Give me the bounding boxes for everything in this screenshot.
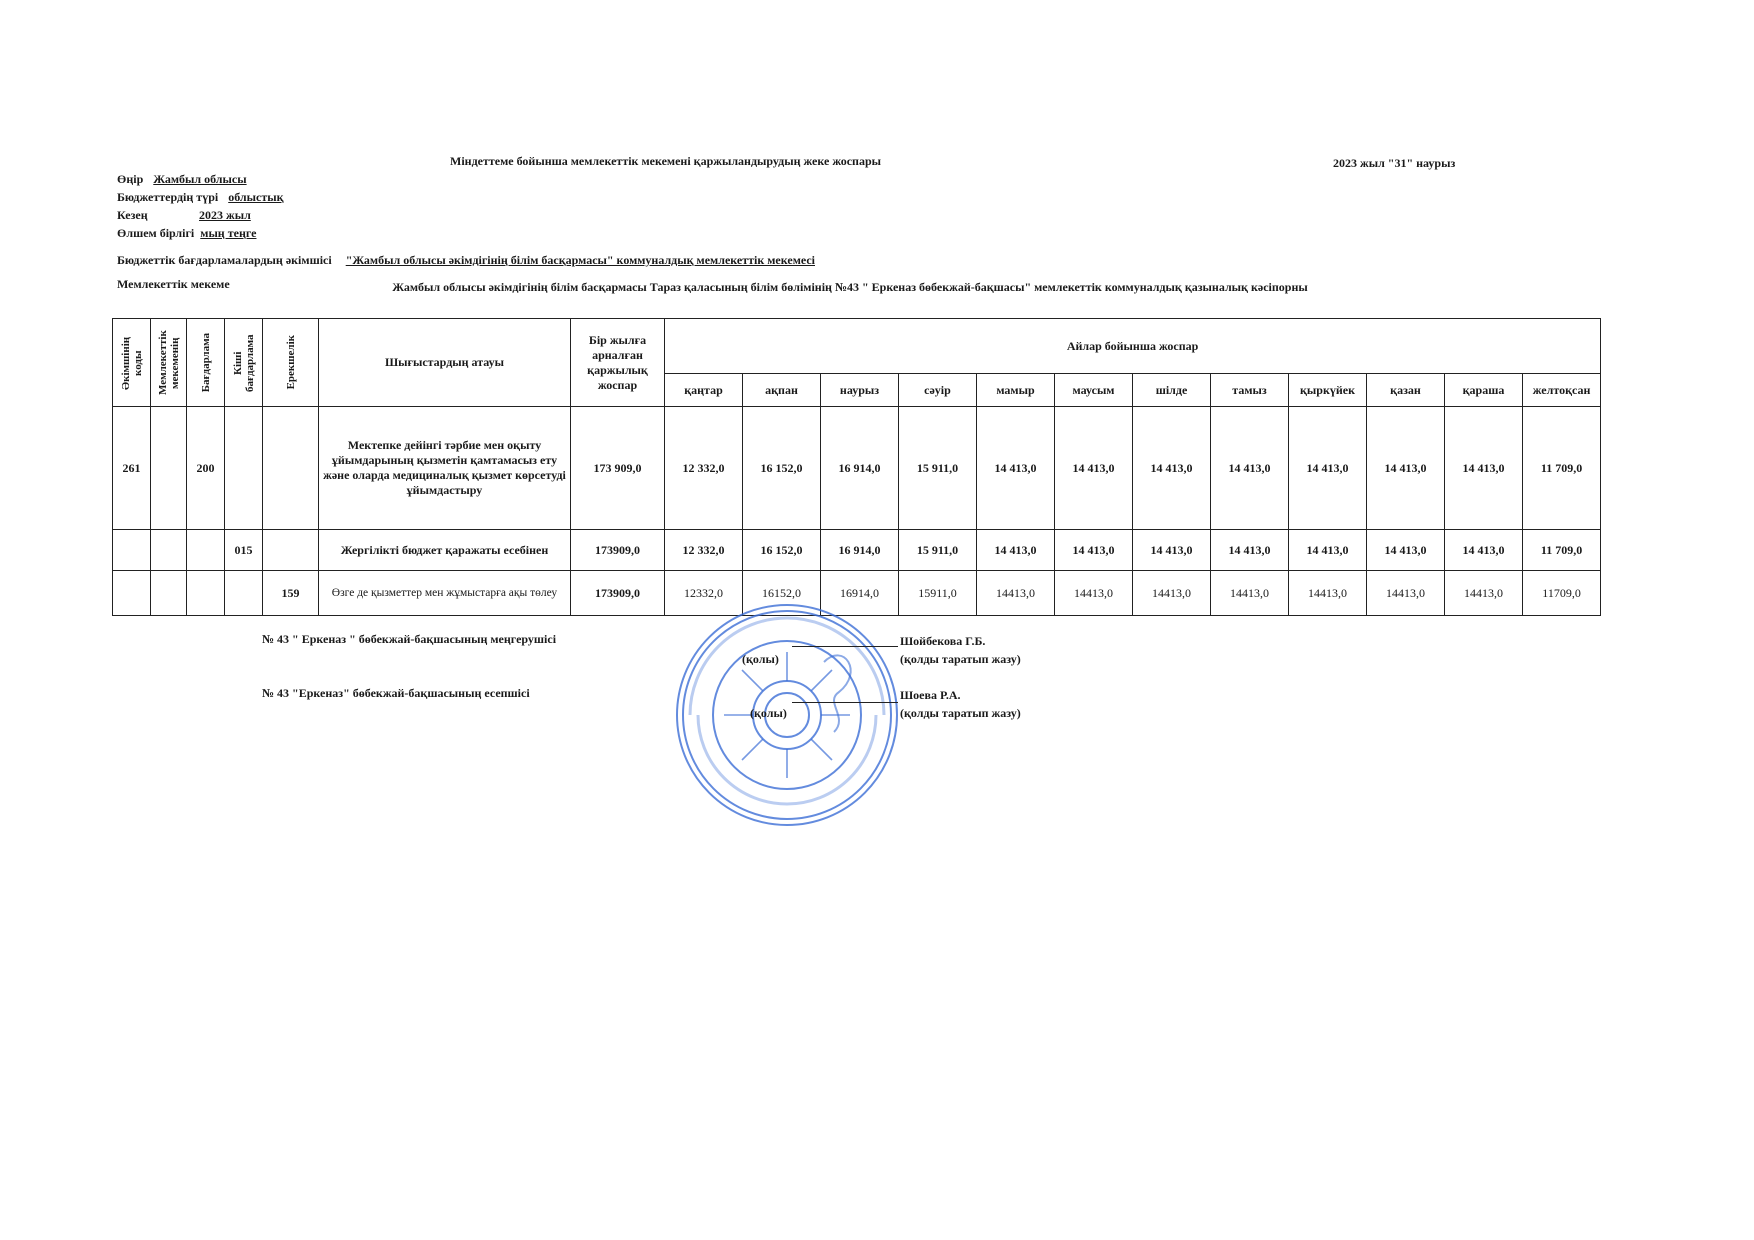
th-month: ақпан: [743, 374, 821, 407]
head-title: № 43 " Еркеназ " бөбекжай-бақшасының меңгерушісі: [262, 632, 557, 646]
cell-month: 14413,0: [1445, 571, 1523, 616]
cell-month: 14413,0: [1133, 571, 1211, 616]
admin-row: [117, 253, 815, 268]
th-monthly-plan: Айлар бойынша жоспар: [665, 319, 1601, 374]
th-specificity: Ерекшелік: [263, 319, 319, 407]
period-label: Кезең: [117, 208, 148, 222]
th-month: қыркүйек: [1289, 374, 1367, 407]
head-signature-line: [792, 646, 898, 647]
th-program: Бағдарлама: [187, 319, 225, 407]
cell-subprogram: [225, 571, 263, 616]
admin-label: Бюджеттік бағдарламалардың әкімшісі: [117, 253, 332, 267]
th-month: тамыз: [1211, 374, 1289, 407]
th-month: қаңтар: [665, 374, 743, 407]
cell-month: 14 413,0: [1367, 530, 1445, 571]
header-row-1: [113, 319, 1601, 374]
cell-expense-name: Өзге де қызметтер мен жұмыстарға ақы төлеу: [319, 571, 571, 616]
official-seal-icon: [674, 602, 900, 828]
cell-specificity: [263, 407, 319, 530]
cell-month: 14 413,0: [977, 530, 1055, 571]
cell-program: [187, 571, 225, 616]
cell-state-inst: [151, 530, 187, 571]
table-row: [113, 530, 1601, 571]
cell-month: 12332,0: [665, 571, 743, 616]
th-subprogram: Кіші бағдарлама: [225, 319, 263, 407]
cell-month: 15911,0: [899, 571, 977, 616]
cell-month: 14 413,0: [1445, 530, 1523, 571]
budget-type-label: Бюджеттердің түрі: [117, 190, 219, 204]
cell-month: 16 152,0: [743, 530, 821, 571]
cell-annual: 173 909,0: [571, 407, 665, 530]
cell-program: [187, 530, 225, 571]
cell-month: 11 709,0: [1523, 530, 1601, 571]
th-month: желтоқсан: [1523, 374, 1601, 407]
accountant-signature-line: [792, 702, 898, 703]
cell-month: 14413,0: [1211, 571, 1289, 616]
cell-month: 14 413,0: [1133, 530, 1211, 571]
table-row: [113, 407, 1601, 530]
th-month: қазан: [1367, 374, 1445, 407]
cell-subprogram: 015: [225, 530, 263, 571]
budget-type-row: [117, 190, 284, 205]
head-name-note: (қолды таратып жазу): [900, 652, 1021, 666]
th-month: маусым: [1055, 374, 1133, 407]
institution-label: Мемлекеттік мекеме: [117, 277, 230, 291]
th-month: сәуір: [899, 374, 977, 407]
financing-plan-table: [112, 318, 1601, 616]
head-name: Шойбекова Г.Б.: [900, 634, 986, 648]
unit-label: Өлшем бірлігі: [117, 226, 195, 240]
budget-type-value: облыстық: [228, 190, 284, 204]
cell-month: 14 413,0: [1211, 407, 1289, 530]
document-date: 2023 жыл "31" наурыз: [1333, 156, 1456, 170]
cell-month: 15 911,0: [899, 407, 977, 530]
cell-month: 14413,0: [977, 571, 1055, 616]
admin-value: "Жамбыл облысы әкімдігінің білім басқармасы" коммуналдық мемлекеттік мекемесі: [345, 253, 815, 267]
th-admin-code: Әкімшінің коды: [113, 319, 151, 407]
th-state-inst: Мемлекеттік мекеменің: [151, 319, 187, 407]
cell-annual: 173909,0: [571, 571, 665, 616]
th-expense-name: Шығыстардың атауы: [319, 319, 571, 407]
cell-month: 14 413,0: [1211, 530, 1289, 571]
cell-admin-code: 261: [113, 407, 151, 530]
cell-admin-code: [113, 571, 151, 616]
cell-month: 15 911,0: [899, 530, 977, 571]
unit-value: мың теңге: [200, 226, 257, 240]
period-value: 2023 жыл: [199, 208, 251, 222]
institution-value: Жамбыл облысы әкімдігінің білім басқармасы Тараз қаласының білім бөлімінің №43 " Еркеназ бөбекжай-бақшасы" мемлекеттік коммуналдық қазыналық кәсіпорны: [392, 280, 1308, 294]
th-annual-plan: Бір жылға арналған қаржылық жоспар: [571, 319, 665, 407]
unit-row: [117, 226, 256, 241]
document-title: Міндеттеме бойынша мемлекеттік мекемені қаржыландырудың жеке жоспары: [450, 154, 882, 168]
cell-annual: 173909,0: [571, 530, 665, 571]
cell-month: 14 413,0: [1445, 407, 1523, 530]
cell-month: 16 914,0: [821, 530, 899, 571]
cell-admin-code: [113, 530, 151, 571]
cell-month: 14 413,0: [1055, 407, 1133, 530]
cell-month: 12 332,0: [665, 530, 743, 571]
cell-month: 16 914,0: [821, 407, 899, 530]
region-label: Өңір: [117, 172, 144, 186]
head-sign-note: (қолы): [742, 652, 779, 666]
accountant-title: № 43 "Еркеназ" бөбекжай-бақшасының есепшісі: [262, 686, 530, 700]
cell-month: 14413,0: [1367, 571, 1445, 616]
cell-month: 11 709,0: [1523, 407, 1601, 530]
cell-month: 14 413,0: [1289, 407, 1367, 530]
region-row: [117, 172, 247, 187]
cell-month: 14 413,0: [1133, 407, 1211, 530]
th-month: наурыз: [821, 374, 899, 407]
cell-month: 14 413,0: [1055, 530, 1133, 571]
cell-expense-name: Мектепке дейінгі тәрбие мен оқыту ұйымдарының қызметін қамтамасыз ету және оларда медициналық қызмет көрсетуді ұйымдастыру: [319, 407, 571, 530]
th-month: шілде: [1133, 374, 1211, 407]
period-row: [117, 208, 251, 223]
accountant-name: Шоева Р.А.: [900, 688, 961, 702]
cell-month: 14413,0: [1289, 571, 1367, 616]
cell-month: 16152,0: [743, 571, 821, 616]
cell-state-inst: [151, 407, 187, 530]
cell-subprogram: [225, 407, 263, 530]
cell-month: 14413,0: [1055, 571, 1133, 616]
cell-program: 200: [187, 407, 225, 530]
cell-month: 11709,0: [1523, 571, 1601, 616]
th-month: қараша: [1445, 374, 1523, 407]
cell-specificity: [263, 530, 319, 571]
cell-specificity: 159: [263, 571, 319, 616]
cell-month: 16 152,0: [743, 407, 821, 530]
cell-state-inst: [151, 571, 187, 616]
cell-month: 14 413,0: [1367, 407, 1445, 530]
th-month: мамыр: [977, 374, 1055, 407]
region-value: Жамбыл облысы: [153, 172, 247, 186]
cell-month: 14 413,0: [1289, 530, 1367, 571]
accountant-sign-note: (қолы): [750, 706, 787, 720]
cell-month: 16914,0: [821, 571, 899, 616]
cell-month: 12 332,0: [665, 407, 743, 530]
cell-month: 14 413,0: [977, 407, 1055, 530]
cell-expense-name: Жергілікті бюджет қаражаты есебінен: [319, 530, 571, 571]
accountant-name-note: (қолды таратып жазу): [900, 706, 1021, 720]
